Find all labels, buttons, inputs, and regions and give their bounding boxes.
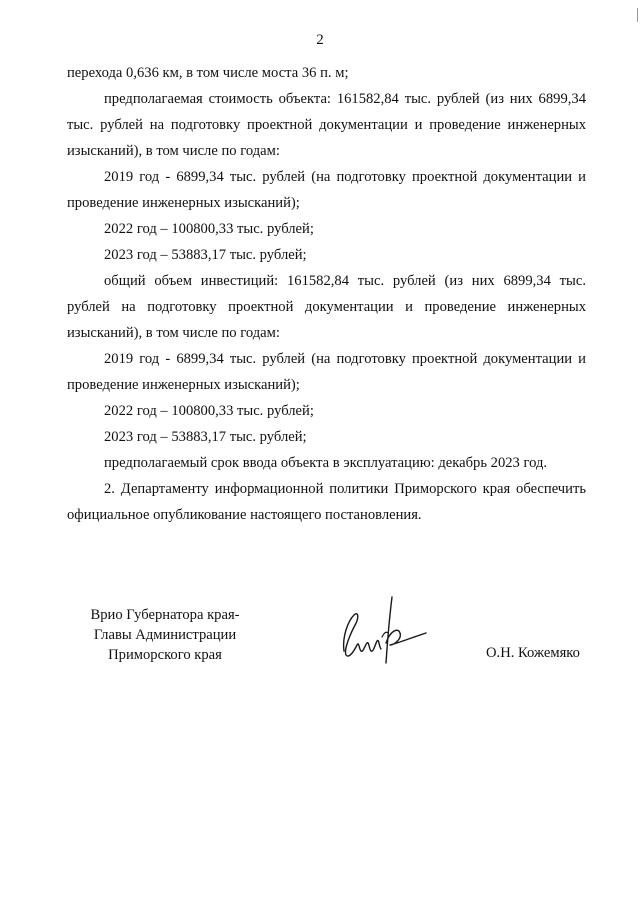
document-body bbox=[67, 60, 586, 528]
paragraph-item-2: 2. Департаменту информационной политики Приморского края обеспечить официальное опубликование настоящего постановления. bbox=[67, 481, 586, 523]
page-number: 2 bbox=[316, 32, 324, 48]
paragraph-estimated-cost: предполагаемая стоимость объекта: 161582,84 тыс. рублей (из них 6899,34 тыс. рублей на подготовку проектной документации и проведение инженерных изысканий), в том числе по годам: bbox=[67, 91, 586, 159]
signer-title-line: Главы Администрации bbox=[93, 627, 237, 643]
signature-block bbox=[0, 605, 640, 685]
paragraph-continuation: перехода 0,636 км, в том числе моста 36 п. м; bbox=[67, 65, 349, 81]
signer-title-line: Приморского края bbox=[108, 647, 222, 663]
paragraph-investment-2019: 2019 год - 6899,34 тыс. рублей (на подготовку проектной документации и проведение инженерных изысканий); bbox=[67, 351, 586, 393]
paragraph-cost-2019: 2019 год - 6899,34 тыс. рублей (на подготовку проектной документации и проведение инженерных изысканий); bbox=[67, 169, 586, 211]
page-edge-mark bbox=[637, 8, 638, 22]
paragraph-commissioning-date: предполагаемый срок ввода объекта в эксплуатацию: декабрь 2023 год. bbox=[104, 455, 548, 471]
signer-title-line: Врио Губернатора края- bbox=[90, 607, 240, 623]
handwritten-signature bbox=[338, 593, 430, 665]
signer-title bbox=[70, 605, 260, 665]
paragraph-total-investment: общий объем инвестиций: 161582,84 тыс. рублей (из них 6899,34 тыс. рублей на подготовку проектной документации и проведение инженерных изысканий), в том числе по годам: bbox=[67, 273, 586, 341]
paragraph-cost-2023: 2023 год – 53883,17 тыс. рублей; bbox=[104, 247, 307, 263]
paragraph-cost-2022: 2022 год – 100800,33 тыс. рублей; bbox=[104, 221, 314, 237]
signer-name: О.Н. Кожемяко bbox=[486, 645, 580, 661]
paragraph-investment-2022: 2022 год – 100800,33 тыс. рублей; bbox=[104, 403, 314, 419]
paragraph-investment-2023: 2023 год – 53883,17 тыс. рублей; bbox=[104, 429, 307, 445]
